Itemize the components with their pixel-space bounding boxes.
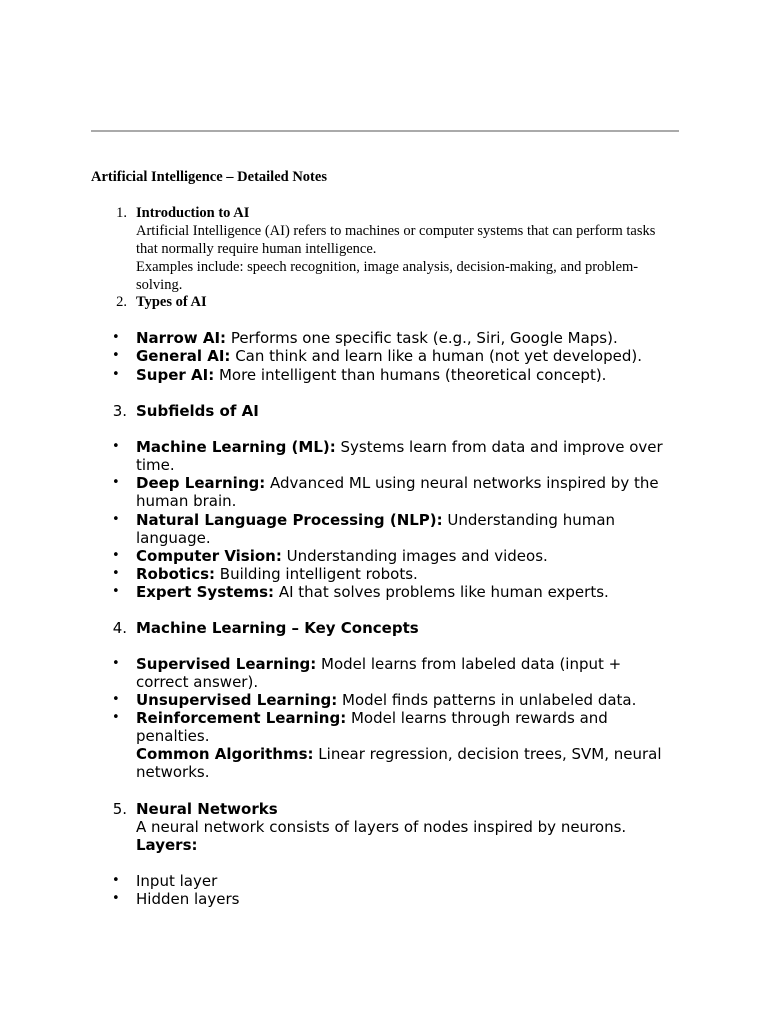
section-1-number: 1.	[116, 205, 127, 221]
section-5-line: A neural network consists of layers of nodes inspired by neurons.	[136, 818, 627, 836]
list-item	[136, 547, 681, 565]
item-term: Narrow AI:	[136, 329, 227, 347]
item-term: Supervised Learning:	[136, 655, 317, 673]
bullet-icon: •	[112, 710, 120, 725]
section-1-line: Artificial Intelligence (AI) refers to machines or computer systems that can perform tasks	[136, 223, 656, 239]
bullet-icon: •	[112, 692, 120, 707]
list-item	[136, 347, 681, 365]
bullet-icon: •	[112, 891, 120, 906]
item-desc-continued: correct answer).	[136, 673, 259, 691]
list-item	[136, 655, 681, 691]
list-item	[136, 329, 681, 347]
list-item	[136, 511, 681, 547]
bullet-icon: •	[112, 439, 120, 454]
bullet-icon: •	[112, 475, 120, 490]
item-desc: Systems learn from data and improve over	[335, 438, 663, 456]
bullet-icon: •	[112, 656, 120, 671]
item-term: Computer Vision:	[136, 547, 282, 565]
section-4-heading: Machine Learning – Key Concepts	[136, 619, 419, 637]
header-rule	[91, 130, 679, 132]
item-desc: Advanced ML using neural networks inspired by the	[265, 474, 659, 492]
item-desc: AI that solves problems like human experts.	[274, 583, 609, 601]
bullet-icon: •	[112, 548, 120, 563]
item-term: Machine Learning (ML):	[136, 438, 336, 456]
list-item	[136, 709, 681, 781]
item-desc-continued: human brain.	[136, 492, 237, 510]
bullet-icon: •	[112, 330, 120, 345]
list-item	[136, 474, 681, 510]
item-term: Unsupervised Learning:	[136, 691, 338, 709]
document-title: Artificial Intelligence – Detailed Notes	[91, 169, 327, 185]
section-2-number: 2.	[116, 294, 127, 310]
item-term: Super AI:	[136, 366, 215, 384]
item-desc: Performs one specific task (e.g., Siri, Google Maps).	[226, 329, 618, 347]
section-1-line: Examples include: speech recognition, image analysis, decision-making, and problem-	[136, 259, 639, 275]
layer-item: Hidden layers	[136, 890, 240, 908]
item-desc: Understanding images and videos.	[281, 547, 548, 565]
section-3-heading: Subfields of AI	[136, 402, 259, 420]
section-1-line: solving.	[136, 277, 183, 293]
item-term: Expert Systems:	[136, 583, 275, 601]
section-4-number: 4.	[112, 619, 127, 637]
bullet-icon: •	[112, 873, 120, 888]
list-item	[136, 583, 681, 601]
item-term: General AI:	[136, 347, 231, 365]
item-term: Natural Language Processing (NLP):	[136, 511, 443, 529]
bullet-icon: •	[112, 584, 120, 599]
list-item	[136, 691, 681, 709]
layers-label: Layers:	[136, 836, 198, 854]
item-desc-continued: penalties.	[136, 727, 210, 745]
item-desc-continued: time.	[136, 456, 175, 474]
section-5-heading: Neural Networks	[136, 800, 278, 818]
item-desc: Can think and learn like a human (not yet developed).	[230, 347, 642, 365]
algorithms-term: Common Algorithms:	[136, 745, 314, 763]
item-desc: More intelligent than humans (theoretical concept).	[214, 366, 607, 384]
section-1	[136, 204, 681, 294]
item-desc: Model finds patterns in unlabeled data.	[337, 691, 637, 709]
bullet-icon: •	[112, 367, 120, 382]
list-item	[136, 872, 681, 890]
section-1-heading: Introduction to AI	[136, 205, 250, 221]
bullet-icon: •	[112, 512, 120, 527]
list-item	[136, 565, 681, 583]
layer-item: Input layer	[136, 872, 218, 890]
algorithms-desc-continued: networks.	[136, 763, 210, 781]
item-desc: Model learns from labeled data (input +	[316, 655, 622, 673]
item-desc: Building intelligent robots.	[215, 565, 418, 583]
bullet-icon: •	[112, 566, 120, 581]
section-1-line: that normally require human intelligence.	[136, 241, 377, 257]
item-desc: Model learns through rewards and	[346, 709, 608, 727]
item-term: Reinforcement Learning:	[136, 709, 347, 727]
section-5-number: 5.	[112, 800, 127, 818]
list-item	[136, 438, 681, 474]
section-3-number: 3.	[112, 402, 127, 420]
item-desc: Understanding human	[442, 511, 616, 529]
item-term: Deep Learning:	[136, 474, 266, 492]
bullet-icon: •	[112, 348, 120, 363]
item-desc-continued: language.	[136, 529, 211, 547]
algorithms-desc: Linear regression, decision trees, SVM, neural	[313, 745, 662, 763]
item-term: Robotics:	[136, 565, 216, 583]
list-item	[136, 366, 681, 384]
list-item	[136, 890, 681, 908]
section-2-heading: Types of AI	[136, 294, 207, 310]
section-5	[136, 800, 681, 854]
